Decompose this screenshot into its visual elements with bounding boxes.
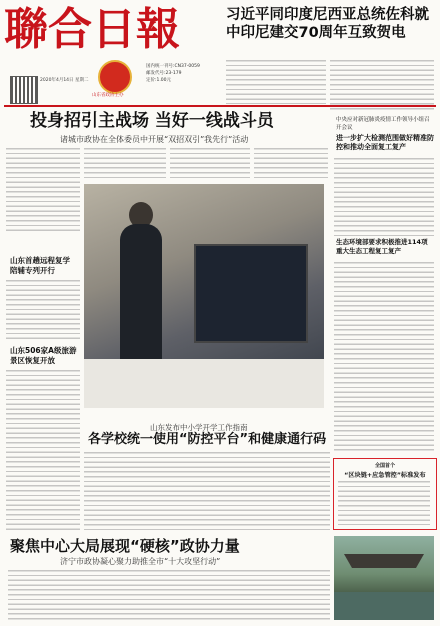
mid-body-1 bbox=[84, 148, 166, 180]
right-head-3: 生态环境部要求积极推进114项重大生态工程复工复产 bbox=[336, 238, 428, 255]
pavilion-roof bbox=[344, 554, 424, 568]
story2-headline: 投身招引主战场 当好一线战斗员 bbox=[30, 111, 274, 131]
story4-subheadline: 济宁市政协凝心聚力助推全市“十大攻坚行动” bbox=[60, 557, 221, 566]
story4-headline: 聚焦中心大局展现“硬核”政协力量 bbox=[10, 537, 240, 555]
mid-body-3 bbox=[254, 148, 328, 180]
mid-body-2 bbox=[170, 148, 250, 180]
person-figure bbox=[120, 224, 162, 374]
contact-line: 国内统一刊号:CN37-0059 bbox=[146, 64, 200, 69]
desk bbox=[84, 359, 324, 408]
box-kicker: 全国首个 bbox=[374, 463, 395, 469]
qr-code-icon bbox=[10, 76, 38, 104]
lead-headline: 习近平同印度尼西亚总统佐科就中印尼建交70周年互致贺电 bbox=[226, 7, 429, 41]
box-body bbox=[338, 481, 430, 525]
story3-headline: 各学校统一使用“防控平台”和健康通行码 bbox=[88, 432, 327, 447]
seal-icon bbox=[98, 60, 132, 94]
left-body-3 bbox=[6, 370, 80, 530]
contact-line: 定价:1.00元 bbox=[146, 78, 172, 83]
right-head-2: 进一步扩大检测范围做好精准防控和推动全面复工复产 bbox=[336, 134, 434, 151]
lead-body bbox=[226, 60, 326, 104]
divider bbox=[4, 105, 436, 107]
right-body-3 bbox=[334, 262, 434, 452]
scenery-photo bbox=[334, 536, 434, 620]
story3-body bbox=[84, 452, 330, 530]
story2-subheadline: 诸城市政协在全体委员中开展“双招双引”我先行”活动 bbox=[60, 135, 249, 144]
story3-kicker: 山东发布中小学开学工作指南 bbox=[150, 423, 248, 432]
right-head-1: 中央应对新冠肺炎疫情工作领导小组召开会议 bbox=[336, 117, 430, 131]
seal-caption: 山东省政协主办 bbox=[92, 93, 124, 98]
right-body-2 bbox=[334, 158, 434, 236]
story4-body bbox=[8, 570, 330, 622]
monitor-screen bbox=[194, 244, 308, 343]
date-line: 2020年4月14日 星期二 bbox=[40, 78, 89, 83]
water bbox=[334, 592, 434, 620]
highlight-box bbox=[333, 458, 437, 530]
masthead-title: 聯合日報 bbox=[4, 4, 180, 55]
contact-line: 邮发代号:23-179 bbox=[146, 71, 182, 76]
box-title: “区块链+应急管控”标准发布 bbox=[344, 472, 426, 479]
left-body-2 bbox=[6, 280, 80, 340]
news-photo bbox=[84, 184, 324, 408]
side-head-2: 山东506家A级旅游 景区恢复开放 bbox=[10, 346, 77, 365]
left-body-1 bbox=[6, 148, 80, 234]
contact-info bbox=[146, 63, 216, 84]
side-head-1: 山东首趟远程复学 陪辅专列开行 bbox=[10, 256, 70, 275]
masthead bbox=[4, 4, 209, 58]
